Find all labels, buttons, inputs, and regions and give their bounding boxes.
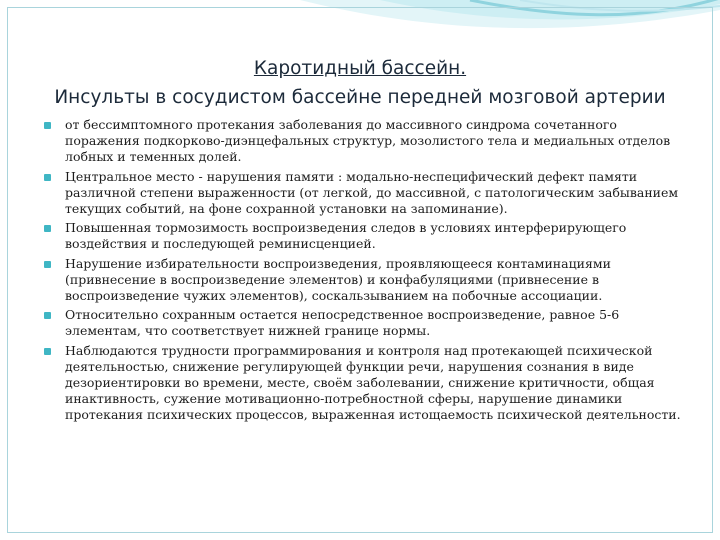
bullet-text: Относительно сохранным остается непосредственное воспроизведение, равное 5-6 элементам, что соответствует нижней границе нормы. [65, 307, 620, 339]
bullet-text: Центральное место - нарушения памяти : модально-неспецифический дефект памяти различной степени выраженности (от легкой, до массивной, с патологическим забыванием текущих событий, на фоне сохранной установки на запоминание). [65, 168, 679, 217]
bullet-list [42, 117, 692, 427]
bullet-item [42, 307, 692, 339]
square-bullet-icon [44, 348, 51, 355]
square-bullet-icon [44, 174, 51, 181]
bullet-text: от бессимптомного протекания заболевания до массивного синдрома сочетанного поражения подкорково-диэнцефальных структур, мозолистого тела и медиальных отделов лобных и теменных долей. [65, 117, 671, 165]
bullet-item [42, 256, 692, 305]
bullet-item [42, 117, 692, 166]
square-bullet-icon [44, 225, 51, 232]
bullet-text: Нарушение избирательности воспроизведения, проявляющееся контаминациями (привнесение в воспроизведение элементов) и конфабуляциями (привнесение в воспроизведение чужих элементов), соскальзыванием на побочные ассоциации. [65, 255, 611, 304]
square-bullet-icon [44, 312, 51, 319]
bullet-text: Наблюдаются трудности программирования и контроля над протекающей психической деятельностью, снижение регулирующей функции речи, нарушения сознания в виде дезориентировки во времени, месте, своём заболевании, снижение критичности, общая инактивность, сужение мотивационно-потребностной сферы, нарушение динамики протекания психических процессов, выраженная истощаемость психической деятельности. [65, 342, 681, 423]
bullet-item [42, 343, 692, 424]
bullet-item [42, 220, 692, 252]
square-bullet-icon [44, 122, 51, 129]
bullet-item [42, 169, 692, 218]
slide-title-line2: Инсульты в сосудистом бассейне передней мозговой артерии [54, 87, 666, 108]
bullet-text: Повышенная тормозимость воспроизведения следов в условиях интерферирующего воздействия и последующей реминисценцией. [65, 220, 627, 252]
slide-title-line1: Каротидный бассейн. [253, 58, 467, 79]
square-bullet-icon [44, 261, 51, 268]
